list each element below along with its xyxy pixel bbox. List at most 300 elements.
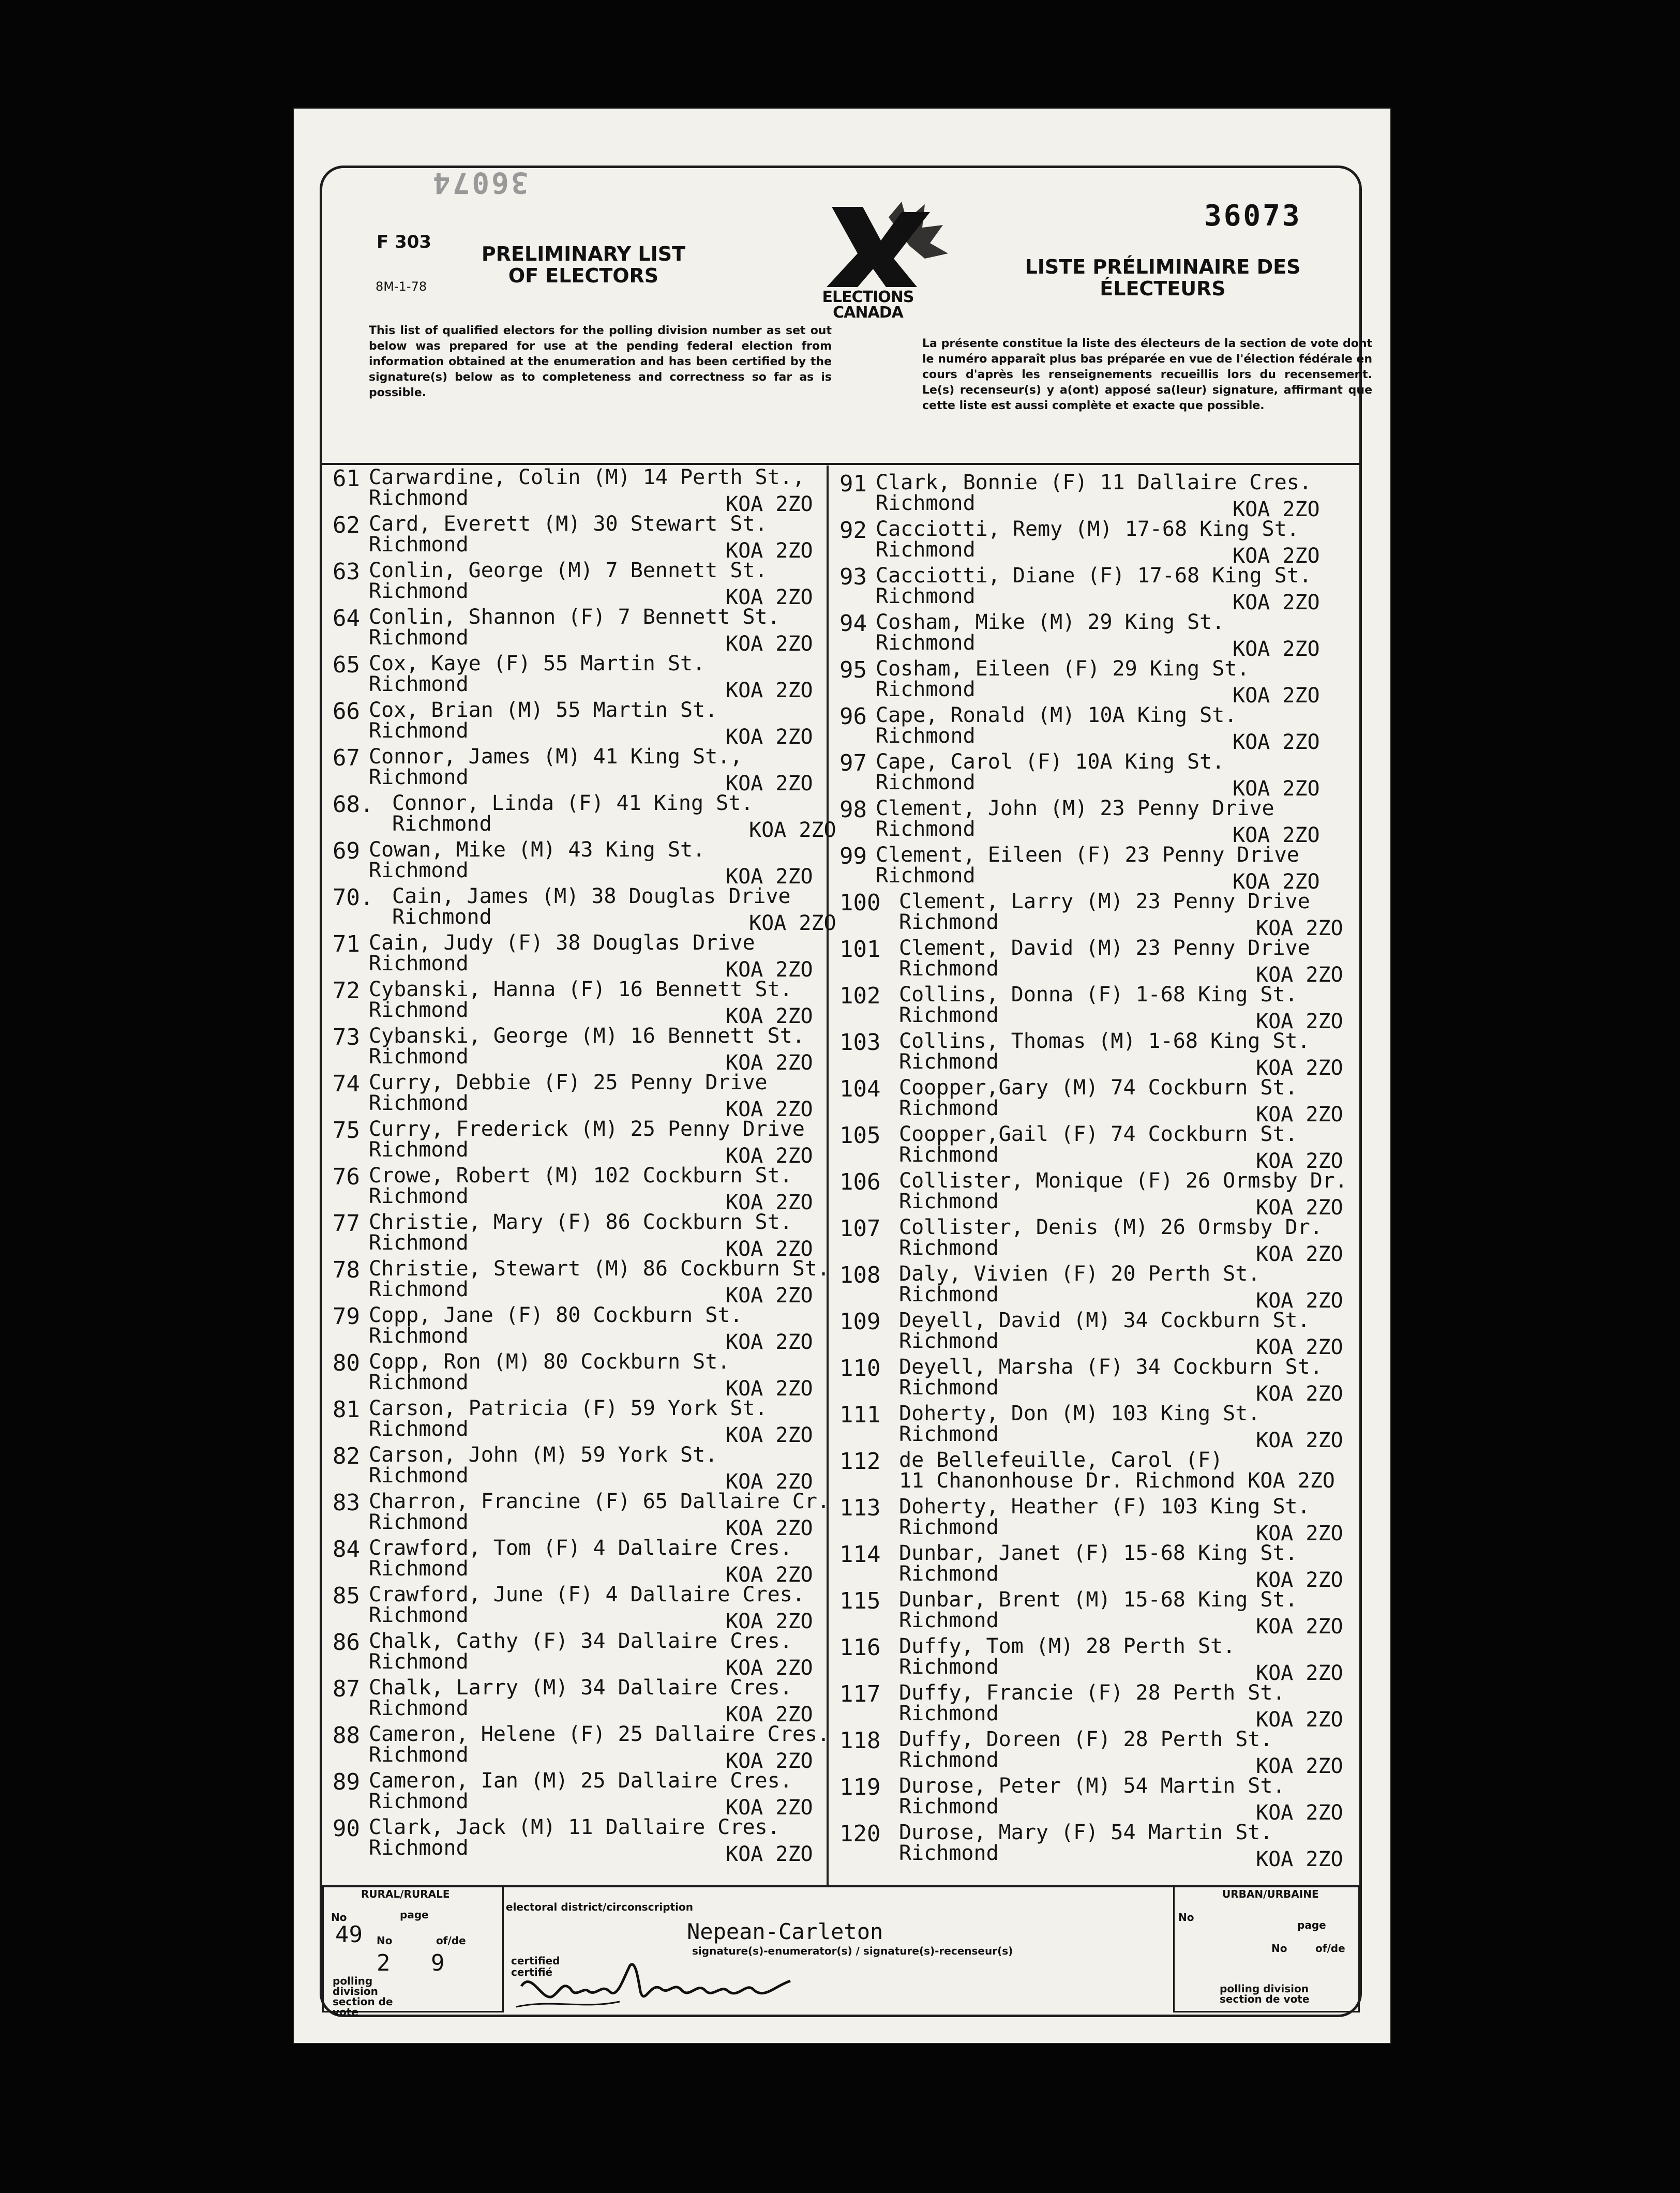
elector-postal-code: KOA 2ZO xyxy=(726,492,813,516)
elector-postal-code: KOA 2ZO xyxy=(726,539,813,563)
elector-town: Richmond xyxy=(899,1841,999,1865)
elector-postal-code: KOA 2ZO xyxy=(1233,637,1320,661)
elector-entry xyxy=(333,1303,876,1354)
elector-postal-code: KOA 2ZO xyxy=(1256,1103,1343,1126)
elector-number: 106 xyxy=(839,1169,881,1195)
elector-postal-code: KOA 2ZO xyxy=(726,1703,813,1726)
elector-number: 98 xyxy=(839,797,867,823)
elector-postal-code: KOA 2ZO xyxy=(1233,498,1320,521)
elector-number: 108 xyxy=(839,1262,881,1288)
elector-name-address: Cacciotti, Remy (M) 17-68 King St. xyxy=(876,517,1299,541)
elector-number: 112 xyxy=(839,1448,881,1475)
elector-town: Richmond xyxy=(369,1045,469,1069)
elector-number: 84 xyxy=(333,1536,360,1563)
elector-town: Richmond xyxy=(899,1655,999,1679)
elector-name-address: Copp, Jane (F) 80 Cockburn St. xyxy=(369,1303,743,1327)
elector-entry xyxy=(839,843,1383,894)
elector-name-address: Clark, Jack (M) 11 Dallaire Cres. xyxy=(369,1815,780,1839)
elector-number: 95 xyxy=(839,657,867,683)
electoral-district-value: Nepean-Carleton xyxy=(687,1919,883,1944)
elector-number: 75 xyxy=(333,1117,360,1144)
elector-number: 96 xyxy=(839,703,867,730)
elector-town: Richmond xyxy=(369,1790,469,1813)
elector-postal-code: KOA 2ZO xyxy=(1233,777,1320,801)
elector-town: Richmond xyxy=(899,1096,999,1120)
elector-town: Richmond xyxy=(369,1324,469,1348)
elector-name-address: Cacciotti, Diane (F) 17-68 King St. xyxy=(876,564,1312,588)
elector-entry xyxy=(839,1448,1383,1495)
elector-number: 65 xyxy=(333,652,360,678)
elector-name-address: Daly, Vivien (F) 20 Perth St. xyxy=(899,1262,1261,1286)
elector-number: 93 xyxy=(839,564,867,590)
elector-town: Richmond xyxy=(899,910,999,934)
elector-postal-code: KOA 2ZO xyxy=(726,1098,813,1121)
elector-number: 90 xyxy=(333,1815,360,1842)
elector-entry xyxy=(839,1215,1383,1266)
elector-postal-code: KOA 2ZO xyxy=(726,1423,813,1447)
elector-name-address: Cameron, Ian (M) 25 Dallaire Cres. xyxy=(369,1769,792,1793)
elector-town: Richmond xyxy=(369,765,469,789)
elector-town: Richmond xyxy=(876,631,976,655)
elector-entry xyxy=(839,1262,1383,1313)
elector-name-address: Collister, Monique (F) 26 Ormsby Dr. xyxy=(899,1169,1347,1193)
elector-postal-code: KOA 2ZO xyxy=(726,1796,813,1820)
elector-postal-code: KOA 2ZO xyxy=(1233,823,1320,847)
elector-postal-code: KOA 2ZO xyxy=(726,632,813,656)
elector-number: 115 xyxy=(839,1588,881,1614)
elector-number: 107 xyxy=(839,1215,881,1242)
elector-name-address: Curry, Frederick (M) 25 Penny Drive xyxy=(369,1117,805,1141)
elector-number: 114 xyxy=(839,1541,881,1568)
elector-postal-code: KOA 2ZO xyxy=(1256,1289,1343,1313)
elector-town: Richmond xyxy=(876,771,976,794)
page-of-total: 9 xyxy=(431,1950,445,1976)
elector-entry xyxy=(333,559,876,609)
urban-page-label: page xyxy=(1297,1919,1326,1931)
elector-entry xyxy=(333,1629,876,1680)
elector-number: 100 xyxy=(839,890,881,916)
electoral-district-label: electoral district/circonscription xyxy=(506,1901,693,1913)
elector-name-address: Chalk, Larry (M) 34 Dallaire Cres. xyxy=(369,1676,792,1700)
elector-town: Richmond xyxy=(369,1557,469,1581)
bleed-through-serial: 36074 xyxy=(431,166,529,199)
elector-town: Richmond xyxy=(899,1003,999,1027)
elector-number: 94 xyxy=(839,610,867,637)
elector-town: Richmond xyxy=(899,1283,999,1306)
elector-postal-code: KOA 2ZO xyxy=(1233,544,1320,568)
elector-number: 110 xyxy=(839,1355,881,1381)
elector-postal-code: KOA 2ZO xyxy=(1256,917,1343,940)
elector-postal-code: KOA 2ZO xyxy=(726,1377,813,1401)
elector-number: 62 xyxy=(333,512,360,538)
elector-entry xyxy=(839,890,1383,940)
rural-page-label: page xyxy=(400,1909,429,1921)
elector-town: Richmond xyxy=(899,1609,999,1632)
elector-postal-code: KOA 2ZO xyxy=(726,1330,813,1354)
elector-number: 72 xyxy=(333,978,360,1004)
elector-name-address: Clement, David (M) 23 Penny Drive xyxy=(899,936,1310,960)
elector-number: 99 xyxy=(839,843,867,869)
elector-town: Richmond xyxy=(369,1091,469,1115)
elector-postal-code: KOA 2ZO xyxy=(726,585,813,609)
elector-number: 67 xyxy=(333,745,360,771)
elector-entry xyxy=(333,1722,876,1773)
header-divider xyxy=(320,463,1360,465)
elector-town: Richmond xyxy=(369,1510,469,1534)
elector-name-address: Clement, Eileen (F) 23 Penny Drive xyxy=(876,843,1299,867)
elector-town: Richmond xyxy=(369,1417,469,1441)
elector-number: 116 xyxy=(839,1634,881,1661)
elector-postal-code: KOA 2ZO xyxy=(1256,1708,1343,1732)
elector-name-address: Cameron, Helene (F) 25 Dallaire Cres. xyxy=(369,1722,830,1746)
elector-name-address: Cosham, Mike (M) 29 King St. xyxy=(876,610,1225,634)
elector-postal-code: KOA 2ZO xyxy=(1256,1196,1343,1220)
elector-postal-code: KOA 2ZO xyxy=(726,1610,813,1633)
elector-number: 103 xyxy=(839,1029,881,1056)
elector-town: 11 Chanonhouse Dr. Richmond KOA 2ZO xyxy=(899,1469,1335,1493)
form-date: 8M-1-78 xyxy=(376,279,427,294)
elector-number: 119 xyxy=(839,1774,881,1800)
elector-name-address: Durose, Mary (F) 54 Martin St. xyxy=(899,1821,1273,1844)
elector-town: Richmond xyxy=(899,1050,999,1074)
elector-entry xyxy=(333,652,876,702)
elector-name-address: Deyell, David (M) 34 Cockburn St. xyxy=(899,1309,1310,1332)
elector-name-address: Cape, Ronald (M) 10A King St. xyxy=(876,703,1237,727)
elector-postal-code: KOA 2ZO xyxy=(726,1470,813,1494)
elector-name-address: Duffy, Doreen (F) 28 Perth St. xyxy=(899,1728,1273,1751)
elector-name-address: Chalk, Cathy (F) 34 Dallaire Cres. xyxy=(369,1629,792,1653)
rural-polling-division-label: polling division section de vote xyxy=(333,1975,393,2018)
polling-division-number: 49 xyxy=(335,1921,363,1948)
rural-no-label: No xyxy=(331,1911,347,1924)
elector-town: Richmond xyxy=(899,1515,999,1539)
urban-label: URBAN/URBAINE xyxy=(1222,1888,1319,1900)
page-number: 2 xyxy=(377,1950,391,1976)
elector-number: 66 xyxy=(333,698,360,725)
elector-number: 97 xyxy=(839,750,867,776)
elector-entry xyxy=(333,1676,876,1726)
elector-number: 113 xyxy=(839,1495,881,1521)
elector-town: Richmond xyxy=(392,905,492,929)
elector-number: 61 xyxy=(333,465,360,492)
elector-postal-code: KOA 2ZO xyxy=(1233,870,1320,894)
elector-number: 81 xyxy=(333,1396,360,1423)
elector-postal-code: KOA 2ZO xyxy=(1233,591,1320,614)
elector-postal-code: KOA 2ZO xyxy=(1256,1056,1343,1080)
elector-postal-code: KOA 2ZO xyxy=(1256,1847,1343,1871)
elector-name-address: Crawford, June (F) 4 Dallaire Cres. xyxy=(369,1583,805,1606)
logo-text: ELECTIONS CANADA xyxy=(822,288,914,322)
elector-entry xyxy=(839,750,1383,801)
elector-name-address: Clement, John (M) 23 Penny Drive xyxy=(876,797,1274,820)
elector-postal-code: KOA 2ZO xyxy=(726,1656,813,1680)
elector-number: 71 xyxy=(333,931,360,957)
elector-name-address: Doherty, Heather (F) 103 King St. xyxy=(899,1495,1310,1519)
elector-entry xyxy=(333,465,876,516)
elector-town: Richmond xyxy=(899,1190,999,1213)
elector-name-address: Doherty, Don (M) 103 King St. xyxy=(899,1402,1261,1425)
elector-postal-code: KOA 2ZO xyxy=(1256,1429,1343,1452)
signature-label: signature(s)-enumerator(s) / signature(s)-recenseur(s) xyxy=(692,1945,1013,1957)
elector-name-address: Charron, Francine (F) 65 Dallaire Cr. xyxy=(369,1490,830,1513)
elector-entry xyxy=(839,1355,1383,1406)
elector-entry xyxy=(839,1402,1383,1452)
elector-entry xyxy=(333,1071,876,1121)
elector-entry xyxy=(333,745,876,795)
elector-town: Richmond xyxy=(369,952,469,975)
intro-french: La présente constitue la liste des électeurs de la section de vote dont le numéro apparaît plus bas préparée en vue de l'élection fédérale en cours d'après les renseignements recueillis lors du recensement. Le(s) recenseur(s) y a(ont) apposé sa(leur) signature, affirmant que cette liste est aussi complète et exacte que possible. xyxy=(922,337,1372,412)
elector-number: 74 xyxy=(333,1071,360,1097)
elector-town: Richmond xyxy=(899,1422,999,1446)
elector-number: 86 xyxy=(333,1629,360,1656)
elector-name-address: Duffy, Francie (F) 28 Perth St. xyxy=(899,1681,1285,1705)
elector-entry xyxy=(333,1164,876,1214)
elector-town: Richmond xyxy=(876,864,976,888)
elector-number: 104 xyxy=(839,1076,881,1102)
elector-name-address: Cowan, Mike (M) 43 King St. xyxy=(369,838,706,862)
elector-town: Richmond xyxy=(369,626,469,650)
form-code: F 303 xyxy=(377,232,432,252)
elector-name-address: Copp, Ron (M) 80 Cockburn St. xyxy=(369,1350,730,1374)
elector-name-address: Collister, Denis (M) 26 Ormsby Dr. xyxy=(899,1215,1323,1239)
elector-number: 105 xyxy=(839,1122,881,1149)
title-french: LISTE PRÉLIMINAIRE DES ÉLECTEURS xyxy=(1025,256,1301,300)
elector-postal-code: KOA 2ZO xyxy=(726,1191,813,1214)
elector-postal-code: KOA 2ZO xyxy=(1256,1801,1343,1825)
elector-name-address: Christie, Mary (F) 86 Cockburn St. xyxy=(369,1210,792,1234)
elector-entry xyxy=(333,884,876,935)
elector-name-address: de Bellefeuille, Carol (F) xyxy=(899,1448,1223,1472)
elector-town: Richmond xyxy=(369,672,469,696)
elector-number: 102 xyxy=(839,983,881,1009)
elector-name-address: Carson, John (M) 59 York St. xyxy=(369,1443,718,1467)
form-sheet xyxy=(294,109,1390,2043)
elector-town: Richmond xyxy=(369,1464,469,1488)
elector-entry xyxy=(333,1583,876,1633)
elector-town: Richmond xyxy=(369,1231,469,1255)
elector-town: Richmond xyxy=(369,1836,469,1860)
elector-postal-code: KOA 2ZO xyxy=(1256,1242,1343,1266)
elector-town: Richmond xyxy=(369,579,469,603)
elector-entry xyxy=(839,936,1383,987)
elector-postal-code: KOA 2ZO xyxy=(726,958,813,982)
elector-entry xyxy=(333,512,876,563)
rural-label: RURAL/RURALE xyxy=(361,1888,450,1900)
elector-postal-code: KOA 2ZO xyxy=(1256,1010,1343,1033)
elector-town: Richmond xyxy=(369,1603,469,1627)
elector-postal-code: KOA 2ZO xyxy=(749,911,836,935)
elector-town: Richmond xyxy=(876,584,976,608)
elector-entry xyxy=(839,1309,1383,1359)
elector-name-address: Cox, Kaye (F) 55 Martin St. xyxy=(369,652,706,675)
elector-number: 73 xyxy=(333,1024,360,1050)
elector-number: 109 xyxy=(839,1309,881,1335)
elector-town: Richmond xyxy=(899,1329,999,1353)
elector-entry xyxy=(839,564,1383,614)
elector-name-address: Durose, Peter (M) 54 Martin St. xyxy=(899,1774,1285,1798)
rural-page-no-label: No xyxy=(377,1934,393,1947)
elector-entry xyxy=(839,1122,1383,1173)
elector-postal-code: KOA 2ZO xyxy=(749,818,836,842)
elector-name-address: Carson, Patricia (F) 59 York St. xyxy=(369,1396,768,1420)
elector-name-address: Collins, Thomas (M) 1-68 King St. xyxy=(899,1029,1310,1053)
elector-name-address: Clement, Larry (M) 23 Penny Drive xyxy=(899,890,1310,913)
elector-number: 92 xyxy=(839,517,867,544)
elector-postal-code: KOA 2ZO xyxy=(1256,1754,1343,1778)
urban-polling-division-label: polling division section de vote xyxy=(1220,1982,1310,2005)
elector-name-address: Conlin, George (M) 7 Bennett St. xyxy=(369,559,768,582)
elector-entry xyxy=(333,605,876,656)
elector-postal-code: KOA 2ZO xyxy=(1256,1382,1343,1406)
urban-of-label: of/de xyxy=(1315,1942,1345,1955)
elector-number: 85 xyxy=(333,1583,360,1609)
elector-name-address: Carwardine, Colin (M) 14 Perth St., xyxy=(369,465,805,489)
intro-english: This list of qualified electors for the polling division number as set out below was prepared for use at the pending federal election from information obtained at the enumeration and has been certified by the signature(s) below as to completeness and correctness so far as is possible. xyxy=(369,324,832,399)
elector-postal-code: KOA 2ZO xyxy=(726,865,813,889)
elector-number: 118 xyxy=(839,1728,881,1754)
elector-entry xyxy=(333,1536,876,1587)
elector-town: Richmond xyxy=(899,1143,999,1167)
elector-entry xyxy=(839,1169,1383,1220)
elector-town: Richmond xyxy=(369,1184,469,1208)
elector-town: Richmond xyxy=(369,1696,469,1720)
elector-number: 120 xyxy=(839,1821,881,1847)
elector-entry xyxy=(839,657,1383,708)
elector-number: 88 xyxy=(333,1722,360,1749)
elector-entry xyxy=(333,1257,876,1308)
elector-name-address: Dunbar, Janet (F) 15-68 King St. xyxy=(899,1541,1298,1565)
elector-entry xyxy=(333,1210,876,1261)
elector-entry xyxy=(839,1541,1383,1592)
elector-number: 77 xyxy=(333,1210,360,1237)
elector-number: 82 xyxy=(333,1443,360,1469)
elector-postal-code: KOA 2ZO xyxy=(1256,1335,1343,1359)
elector-postal-code: KOA 2ZO xyxy=(1256,1568,1343,1592)
elector-entry xyxy=(333,978,876,1028)
elector-number: 83 xyxy=(333,1490,360,1516)
elector-number: 69 xyxy=(333,838,360,864)
elector-number: 117 xyxy=(839,1681,881,1707)
elector-number: 78 xyxy=(333,1257,360,1283)
elector-name-address: Clark, Bonnie (F) 11 Dallaire Cres. xyxy=(876,471,1312,494)
elector-entry xyxy=(839,797,1383,847)
elector-entry xyxy=(333,1443,876,1494)
elector-name-address: Deyell, Marsha (F) 34 Cockburn St. xyxy=(899,1355,1323,1379)
elector-town: Richmond xyxy=(369,1371,469,1394)
elector-town: Richmond xyxy=(899,957,999,981)
elector-town: Richmond xyxy=(369,1138,469,1162)
elector-town: Richmond xyxy=(369,533,469,557)
elector-town: Richmond xyxy=(899,1702,999,1725)
elector-town: Richmond xyxy=(369,1650,469,1674)
elector-number: 63 xyxy=(333,559,360,585)
elector-entry xyxy=(839,1728,1383,1778)
elector-postal-code: KOA 2ZO xyxy=(726,1749,813,1773)
elector-postal-code: KOA 2ZO xyxy=(1256,1522,1343,1545)
elector-town: Richmond xyxy=(899,1562,999,1586)
elector-postal-code: KOA 2ZO xyxy=(726,1237,813,1261)
elector-name-address: Conlin, Shannon (F) 7 Bennett St. xyxy=(369,605,780,629)
elector-postal-code: KOA 2ZO xyxy=(1256,1661,1343,1685)
elector-name-address: Coopper,Gail (F) 74 Cockburn St. xyxy=(899,1122,1298,1146)
elector-entry xyxy=(839,983,1383,1033)
elector-entry xyxy=(839,1029,1383,1080)
elector-entry xyxy=(333,1815,876,1866)
elector-name-address: Collins, Donna (F) 1-68 King St. xyxy=(899,983,1298,1007)
title-english: PRELIMINARY LIST OF ELECTORS xyxy=(481,243,686,287)
elector-name-address: Card, Everett (M) 30 Stewart St. xyxy=(369,512,768,536)
elector-entry xyxy=(839,1588,1383,1639)
elector-name-address: Connor, Linda (F) 41 King St. xyxy=(392,791,754,815)
elector-name-address: Christie, Stewart (M) 86 Cockburn St. xyxy=(369,1257,830,1281)
urban-page-no-label: No xyxy=(1271,1942,1287,1955)
elector-entry xyxy=(333,838,876,889)
elector-entry xyxy=(333,1396,876,1447)
urban-no-label: No xyxy=(1178,1911,1194,1924)
elector-entry xyxy=(839,471,1383,521)
elector-entry xyxy=(839,703,1383,754)
rural-of-label: of/de xyxy=(436,1934,466,1947)
elector-number: 89 xyxy=(333,1769,360,1795)
elector-town: Richmond xyxy=(369,486,469,510)
elector-entry xyxy=(333,1490,876,1540)
elector-postal-code: KOA 2ZO xyxy=(1233,684,1320,708)
elector-postal-code: KOA 2ZO xyxy=(726,1144,813,1168)
elector-name-address: Cosham, Eileen (F) 29 King St. xyxy=(876,657,1250,681)
elector-entry xyxy=(333,1024,876,1075)
elector-name-address: Crowe, Robert (M) 102 Cockburn St. xyxy=(369,1164,792,1188)
elector-name-address: Duffy, Tom (M) 28 Perth St. xyxy=(899,1634,1236,1658)
elector-postal-code: KOA 2ZO xyxy=(726,1004,813,1028)
elector-name-address: Coopper,Gary (M) 74 Cockburn St. xyxy=(899,1076,1298,1100)
elector-name-address: Cybanski, Hanna (F) 16 Bennett St. xyxy=(369,978,792,1001)
elector-town: Richmond xyxy=(876,491,976,515)
elector-entry xyxy=(333,1117,876,1168)
elector-name-address: Curry, Debbie (F) 25 Penny Drive xyxy=(369,1071,768,1094)
elector-number: 80 xyxy=(333,1350,360,1376)
elector-entry xyxy=(839,1495,1383,1545)
elector-entry xyxy=(333,698,876,749)
elector-postal-code: KOA 2ZO xyxy=(726,679,813,702)
enumerator-signature xyxy=(511,1950,801,2022)
serial-number: 36073 xyxy=(1204,199,1302,233)
elector-town: Richmond xyxy=(876,538,976,562)
elector-town: Richmond xyxy=(876,817,976,841)
elector-town: Richmond xyxy=(899,1795,999,1819)
elector-postal-code: KOA 2ZO xyxy=(1256,1615,1343,1639)
elector-entry xyxy=(333,1769,876,1820)
elector-town: Richmond xyxy=(899,1748,999,1772)
elector-number: 79 xyxy=(333,1303,360,1330)
elector-entry xyxy=(839,517,1383,568)
elector-number: 87 xyxy=(333,1676,360,1702)
elector-name-address: Cybanski, George (M) 16 Bennett St. xyxy=(369,1024,805,1048)
elector-postal-code: KOA 2ZO xyxy=(726,1842,813,1866)
elector-postal-code: KOA 2ZO xyxy=(726,1563,813,1587)
elector-entry xyxy=(333,931,876,982)
elector-town: Richmond xyxy=(369,1743,469,1767)
elector-town: Richmond xyxy=(369,859,469,882)
elector-number: 111 xyxy=(839,1402,881,1428)
elector-name-address: Connor, James (M) 41 King St., xyxy=(369,745,743,769)
elector-postal-code: KOA 2ZO xyxy=(1233,730,1320,754)
elector-entry xyxy=(839,1774,1383,1825)
elector-number: 64 xyxy=(333,605,360,632)
elector-name-address: Cox, Brian (M) 55 Martin St. xyxy=(369,698,718,722)
elector-entry xyxy=(333,1350,876,1401)
elector-number: 91 xyxy=(839,471,867,497)
elector-entry xyxy=(839,610,1383,661)
